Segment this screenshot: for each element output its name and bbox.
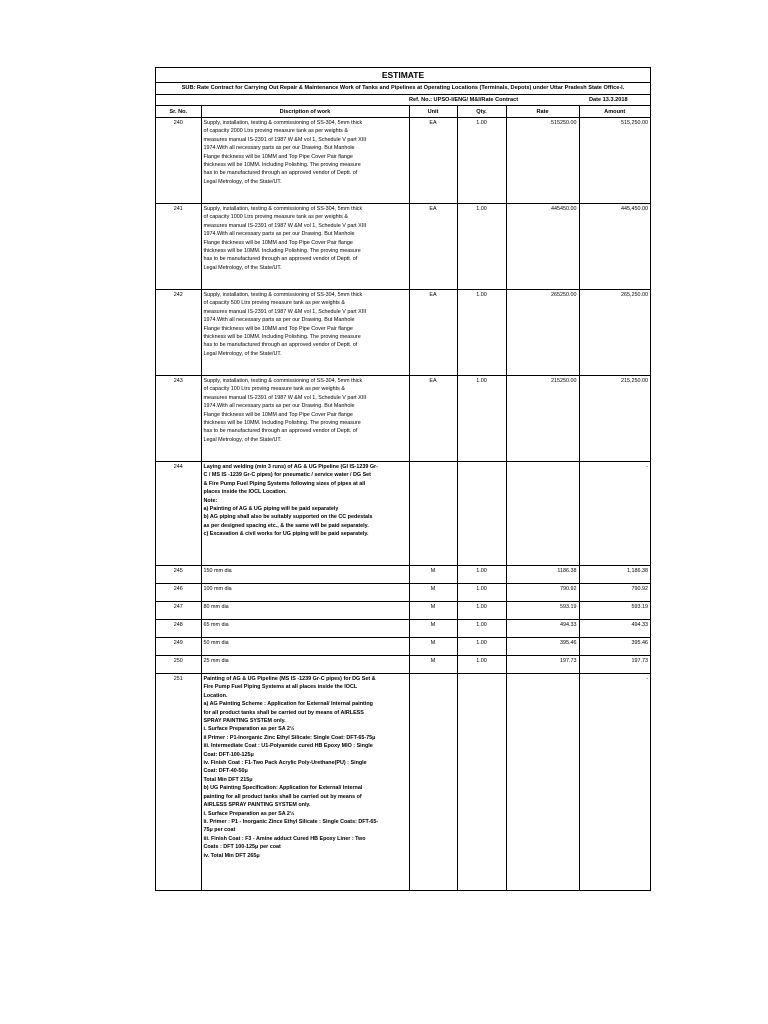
row-unit: EA xyxy=(409,290,457,376)
table-row xyxy=(156,376,650,462)
row-amount: 515,250.00 xyxy=(579,118,650,204)
table-row xyxy=(156,204,650,290)
row-description: 25 mm dia xyxy=(201,656,409,674)
row-sr-no: 248 xyxy=(156,620,201,638)
row-unit: EA xyxy=(409,376,457,462)
table-row xyxy=(156,674,650,891)
row-description: Supply, installation, testing & commissioning of SS-304, 5mm thick of capacity 100 Ltrs proving measure tank as per weights & measures manual IS-2391 of 1987 W &M vol 1, Schedule V part XIII 1974.With all necessary parts as per our Drawing. But Manhole Flange thickness will be 10MM and Top Pipe Cover Pair flange thickness will be 10MM. Including Polishing. The proving measure has to be manufactured through an approved vendor of Deptt. of Legal Metrology, of the State/UT. xyxy=(201,376,409,462)
row-amount: 215,250.00 xyxy=(579,376,650,462)
row-rate: 215250.00 xyxy=(506,376,579,462)
row-qty: 1.00 xyxy=(457,204,506,290)
table-row xyxy=(156,620,650,638)
row-qty: 1.00 xyxy=(457,638,506,656)
row-amount: 265,250.00 xyxy=(579,290,650,376)
row-sr-no: 243 xyxy=(156,376,201,462)
row-rate: 515250.00 xyxy=(506,118,579,204)
row-description: Supply, installation, testing & commissioning of SS-304, 5mm thick of capacity 1000 Ltrs proving measure tank as per weights & measures manual IS-2391 of 1987 W &M vol 1, Schedule V part XIII 1974.With all necessary parts as per our Drawing. But Manhole Flange thickness will be 10MM and Top Pipe Cover Pair flange thickness will be 10MM. Including Polishing. The proving measure has to be manufactured through an approved vendor of Deptt. of Legal Metrology, of the State/UT. xyxy=(201,204,409,290)
row-description: Supply, installation, testing & commissioning of SS-304, 5mm thick of capacity 2000 Ltrs proving measure tank as per weights & measures manual IS-2391 of 1987 W &M vol 1, Schedule V part XIII 1974.With all necessary parts as per our Drawing. But Manhole Flange thickness will be 10MM and Top Pipe Cover Pair flange thickness will be 10MM. Including Polishing. The proving measure has to be manufactured through an approved vendor of Deptt. of Legal Metrology, of the State/UT. xyxy=(201,118,409,204)
row-amount: 1,186.38 xyxy=(579,566,650,584)
row-unit: M xyxy=(409,620,457,638)
row-amount: 445,450.00 xyxy=(579,204,650,290)
row-description: 100 mm dia xyxy=(201,584,409,602)
table-row xyxy=(156,638,650,656)
column-header-unit: Unit xyxy=(409,106,457,118)
row-qty: 1.00 xyxy=(457,656,506,674)
row-unit xyxy=(409,462,457,566)
reference-number: Ref. No.: UPSO-I/ENG/ M&I/Rate Contract xyxy=(409,97,519,103)
row-rate: 1186.38 xyxy=(506,566,579,584)
row-sr-no: 249 xyxy=(156,638,201,656)
table-header-row xyxy=(156,106,650,118)
reference-row xyxy=(156,95,650,106)
column-header-sr-no: Sr. No. xyxy=(156,106,201,118)
document-title: ESTIMATE xyxy=(156,68,650,83)
row-sr-no: 245 xyxy=(156,566,201,584)
table-row xyxy=(156,584,650,602)
column-header-rate: Rate xyxy=(506,106,579,118)
row-description: 80 mm dia xyxy=(201,602,409,620)
row-rate xyxy=(506,674,579,891)
row-unit: M xyxy=(409,566,457,584)
row-rate: 445450.00 xyxy=(506,204,579,290)
row-rate: 494.33 xyxy=(506,620,579,638)
subject-line: SUB: Rate Contract for Carrying Out Repair & Maintenance Work of Tanks and Pipelines at Operating Locations (Terminals, Depots) under Uttar Pradesh State Office-I. xyxy=(156,83,650,95)
row-sr-no: 246 xyxy=(156,584,201,602)
row-rate: 197.73 xyxy=(506,656,579,674)
row-amount: 494.33 xyxy=(579,620,650,638)
row-rate: 395.46 xyxy=(506,638,579,656)
table-row xyxy=(156,462,650,566)
row-description: Laying and welding (min 3 runs) of AG & UG Pipeline (GI IS-1239 Gr- C / MS IS -1239 Gr-C pipes) for pneumatic / service water / DG Set & Fire Pump Fuel Piping Systems following sizes of pipes at all places inside the IOCL Location. Note: a) Painting of AG & UG piping will be paid separately b) AG piping shall also be suitably supported on the CC pedestals as per designed spacing etc., & the same will be paid separately. c) Excavation & civil works for UG piping will be paid separately. xyxy=(201,462,409,566)
document-date: Date 13.3.2018 xyxy=(589,97,628,103)
row-sr-no: 247 xyxy=(156,602,201,620)
row-unit: M xyxy=(409,638,457,656)
row-sr-no: 241 xyxy=(156,204,201,290)
row-sr-no: 240 xyxy=(156,118,201,204)
row-unit: M xyxy=(409,584,457,602)
table-row xyxy=(156,656,650,674)
row-amount: 197.73 xyxy=(579,656,650,674)
row-sr-no: 244 xyxy=(156,462,201,566)
row-description: Supply, installation, testing & commissioning of SS-304, 5mm thick of capacity 500 Ltrs proving measure tank as per weights & measures manual IS-2391 of 1987 W &M vol 1, Schedule V part XIII 1974.With all necessary parts as per our Drawing. But Manhole Flange thickness will be 10MM and Top Pipe Cover Pair flange thickness will be 10MM. Including Polishing. The proving measure has to be manufactured through an approved vendor of Deptt. of Legal Metrology, of the State/UT. xyxy=(201,290,409,376)
row-qty xyxy=(457,674,506,891)
row-unit: EA xyxy=(409,118,457,204)
row-amount: - xyxy=(579,462,650,566)
row-amount: 790.92 xyxy=(579,584,650,602)
row-amount: - xyxy=(579,674,650,891)
row-unit xyxy=(409,674,457,891)
column-header-amount: Amount xyxy=(579,106,650,118)
row-sr-no: 250 xyxy=(156,656,201,674)
row-rate: 790.92 xyxy=(506,584,579,602)
row-description: 50 mm dia xyxy=(201,638,409,656)
row-qty: 1.00 xyxy=(457,376,506,462)
row-qty: 1.00 xyxy=(457,290,506,376)
table-row xyxy=(156,290,650,376)
row-rate xyxy=(506,462,579,566)
column-header-qty: Qty. xyxy=(457,106,506,118)
row-unit: EA xyxy=(409,204,457,290)
table-row xyxy=(156,566,650,584)
row-qty: 1.00 xyxy=(457,620,506,638)
row-qty: 1.00 xyxy=(457,602,506,620)
row-amount: 593.19 xyxy=(579,602,650,620)
row-unit: M xyxy=(409,602,457,620)
row-sr-no: 251 xyxy=(173,676,183,682)
estimate-table xyxy=(156,106,650,890)
row-description: 65 mm dia xyxy=(201,620,409,638)
estimate-sheet xyxy=(155,67,651,891)
row-rate: 593.19 xyxy=(506,602,579,620)
row-qty: 1.00 xyxy=(457,566,506,584)
row-unit: M xyxy=(409,656,457,674)
row-amount: 395.46 xyxy=(579,638,650,656)
row-sr-no: 242 xyxy=(156,290,201,376)
table-row xyxy=(156,118,650,204)
row-qty xyxy=(457,462,506,566)
row-description: 150 mm dia xyxy=(201,566,409,584)
row-rate: 265250.00 xyxy=(506,290,579,376)
column-header-description: Discription of work xyxy=(201,106,409,118)
row-description: Painting of AG & UG Pipeline (MS IS -1239 Gr-C pipes) for DG Set & Fire Pump Fuel Piping Systems at all places inside the IOCL Location. a) AG Painting Scheme : Application for External/ Internal painting for all product tanks shall be carried out by means of AIRLESS SPRAY PAINTING SYSTEM only. i. Surface Preparation as per SA 2½ ii Primer : P1-Inorganic Zinc Ethyl Silicate: Single Coat: DFT-65-75μ iii. Intermediate Coat : U1-Polyamide cured HB Epoxy MIO : Single Coat: DFT-100-125μ iv. Finish Coat : F1-Two Pack Acrylic Poly-Urethane(PU) : Single Coat: DFT-40-50μ Total Min DFT 215μ b) UG Painting Specification: Application for External/ Internal painting for all product tanks shall be carried out by means of AIRLESS SPRAY PAINTING SYSTEM only. i. Surface Preparation as per SA 2½ ii. Primer : P1 - Inorganic Zince Ethyl Silicate : Single Coats: DFT-65- 75μ per coat iii. Finish Coat : F3 - Amine adduct Cured HB Epoxy Liner : Two Coats : DFT 100-125μ per coat iv. Total Min DFT 265μ xyxy=(201,674,409,891)
row-qty: 1.00 xyxy=(457,118,506,204)
row-qty: 1.00 xyxy=(457,584,506,602)
table-row xyxy=(156,602,650,620)
